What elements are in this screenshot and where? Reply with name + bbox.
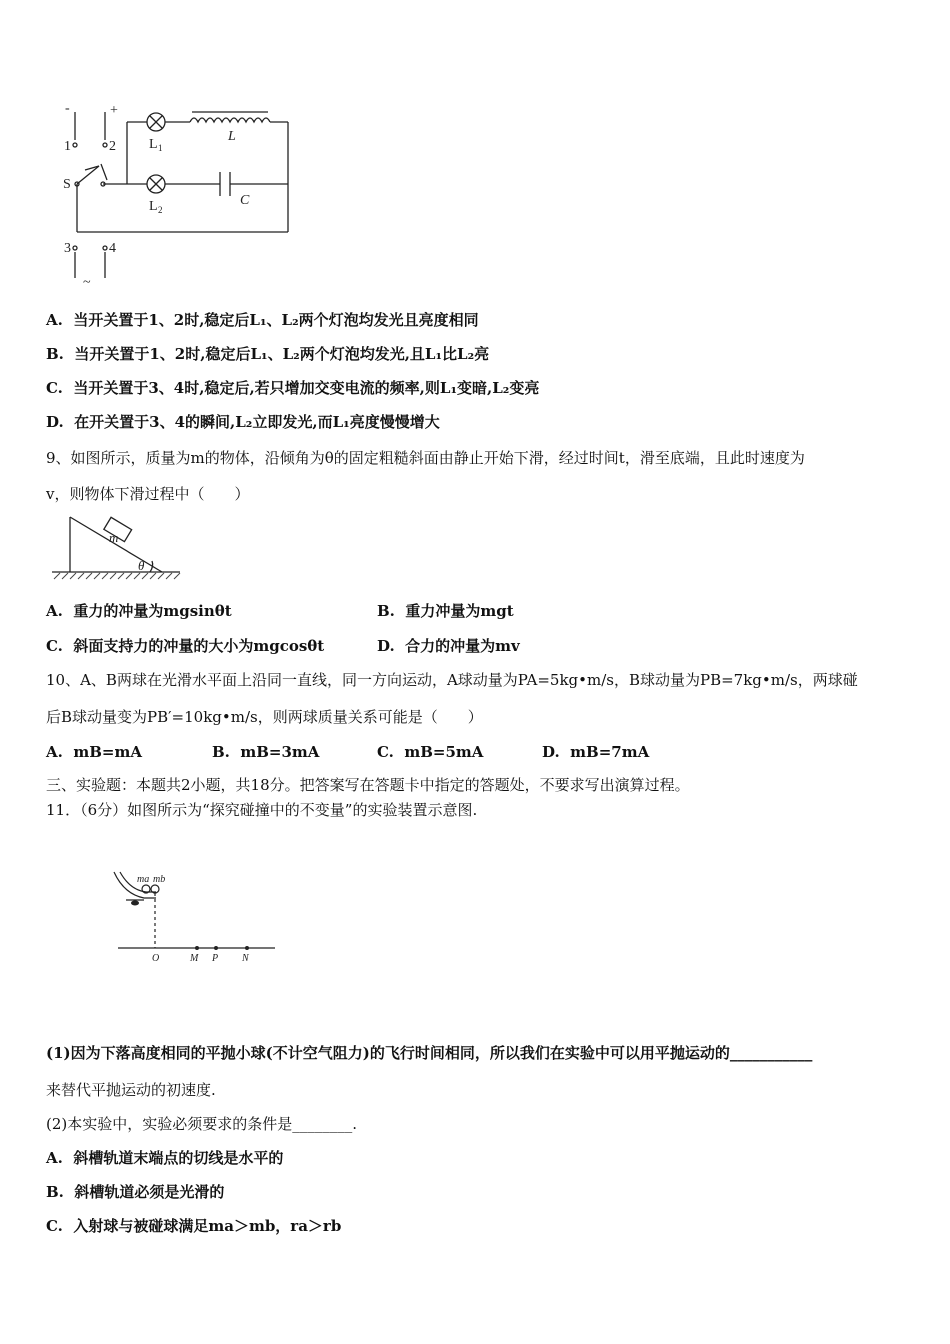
lamp-l1-sub: 1 (158, 143, 163, 153)
block-mass-label: m (109, 530, 119, 545)
q8-option-a: A. 当开关置于1、2时,稳定后L₁、L₂两个灯泡均发光且亮度相同 (46, 311, 479, 329)
terminal-4-label: 4 (109, 241, 116, 256)
terminal-2-label: 2 (109, 139, 116, 154)
point-n-label: N (242, 953, 249, 964)
point-o-label: O (152, 953, 160, 964)
lamp-l2-label: L (149, 199, 158, 214)
ball-a-label: ma (137, 874, 150, 885)
capacitor-label: C (240, 193, 250, 208)
q11-part2: (2)本实验中，实验必须要求的条件是________. (46, 1115, 358, 1133)
q11-part1-line1: (1)因为下落高度相同的平抛小球(不计空气阻力)的飞行时间相同，所以我们在实验中可以用平抛运动的___________ (46, 1044, 813, 1062)
ac-source-symbol: ~ (83, 275, 91, 290)
q10-option-b: B. mB=3mA (212, 743, 320, 761)
lamp-l2-sub: 2 (158, 205, 163, 215)
q10-stem-line2: 后B球动量变为PB′=10kg•m/s，则两球质量关系可能是（ ） (46, 708, 483, 726)
incline-angle-label: θ (138, 558, 145, 573)
collision-apparatus-diagram (110, 868, 280, 968)
terminal-1-label: 1 (64, 139, 71, 154)
q8-option-d: D. 在开关置于3、4的瞬间,L₂立即发光,而L₁亮度慢慢增大 (46, 413, 440, 431)
q10-option-a: A. mB=mA (46, 743, 142, 761)
q11-option-c: C. 入射球与被碰球满足ma＞mb，ra＞rb (46, 1217, 342, 1235)
section-3-heading: 三、实验题：本题共2小题，共18分。把答案写在答题卡中指定的答题处，不要求写出演算过程。 (46, 776, 690, 794)
q10-stem-line1: 10、A、B两球在光滑水平面上沿同一直线，同一方向运动，A球动量为PA=5kg•m/s，B球动量为PB=7kg•m/s，两球碰 (46, 671, 858, 689)
lamp-l1-label: L (149, 137, 158, 152)
q11-part1-line2: 来替代平抛运动的初速度. (46, 1081, 216, 1099)
q9-option-b: B. 重力冲量为mgt (377, 602, 514, 620)
q8-option-c: C. 当开关置于3、4时,稳定后,若只增加交变电流的频率,则L₁变暗,L₂变亮 (46, 379, 540, 397)
inductor-label: L (228, 129, 236, 144)
switch-label: S (63, 177, 71, 192)
q9-stem-line2: v，则物体下滑过程中（ ） (46, 485, 250, 503)
minus-sign: - (65, 101, 70, 116)
ball-b-label: mb (153, 874, 166, 885)
q9-option-a: A. 重力的冲量为mgsinθt (46, 602, 232, 620)
q8-option-b: B. 当开关置于1、2时,稳定后L₁、L₂两个灯泡均发光,且L₁比L₂亮 (46, 345, 490, 363)
incline-diagram (50, 512, 185, 582)
q11-option-a: A. 斜槽轨道末端点的切线是水平的 (46, 1149, 284, 1167)
point-m-label: M (190, 953, 199, 964)
q9-stem-line1: 9、如图所示，质量为m的物体，沿倾角为θ的固定粗糙斜面由静止开始下滑，经过时间t，滑至底端，且此时速度为 (46, 449, 805, 467)
point-p-label: P (212, 953, 219, 964)
circuit-diagram (55, 100, 305, 290)
plus-sign: + (110, 103, 118, 118)
terminal-3-label: 3 (64, 241, 71, 256)
q9-option-c: C. 斜面支持力的冲量的大小为mgcosθt (46, 637, 325, 655)
q10-option-c: C. mB=5mA (377, 743, 484, 761)
q11-option-b: B. 斜槽轨道必须是光滑的 (46, 1183, 225, 1201)
q9-option-d: D. 合力的冲量为mv (377, 637, 520, 655)
q10-option-d: D. mB=7mA (542, 743, 650, 761)
q11-stem: 11．（6分）如图所示为“探究碰撞中的不变量”的实验装置示意图. (46, 801, 478, 819)
